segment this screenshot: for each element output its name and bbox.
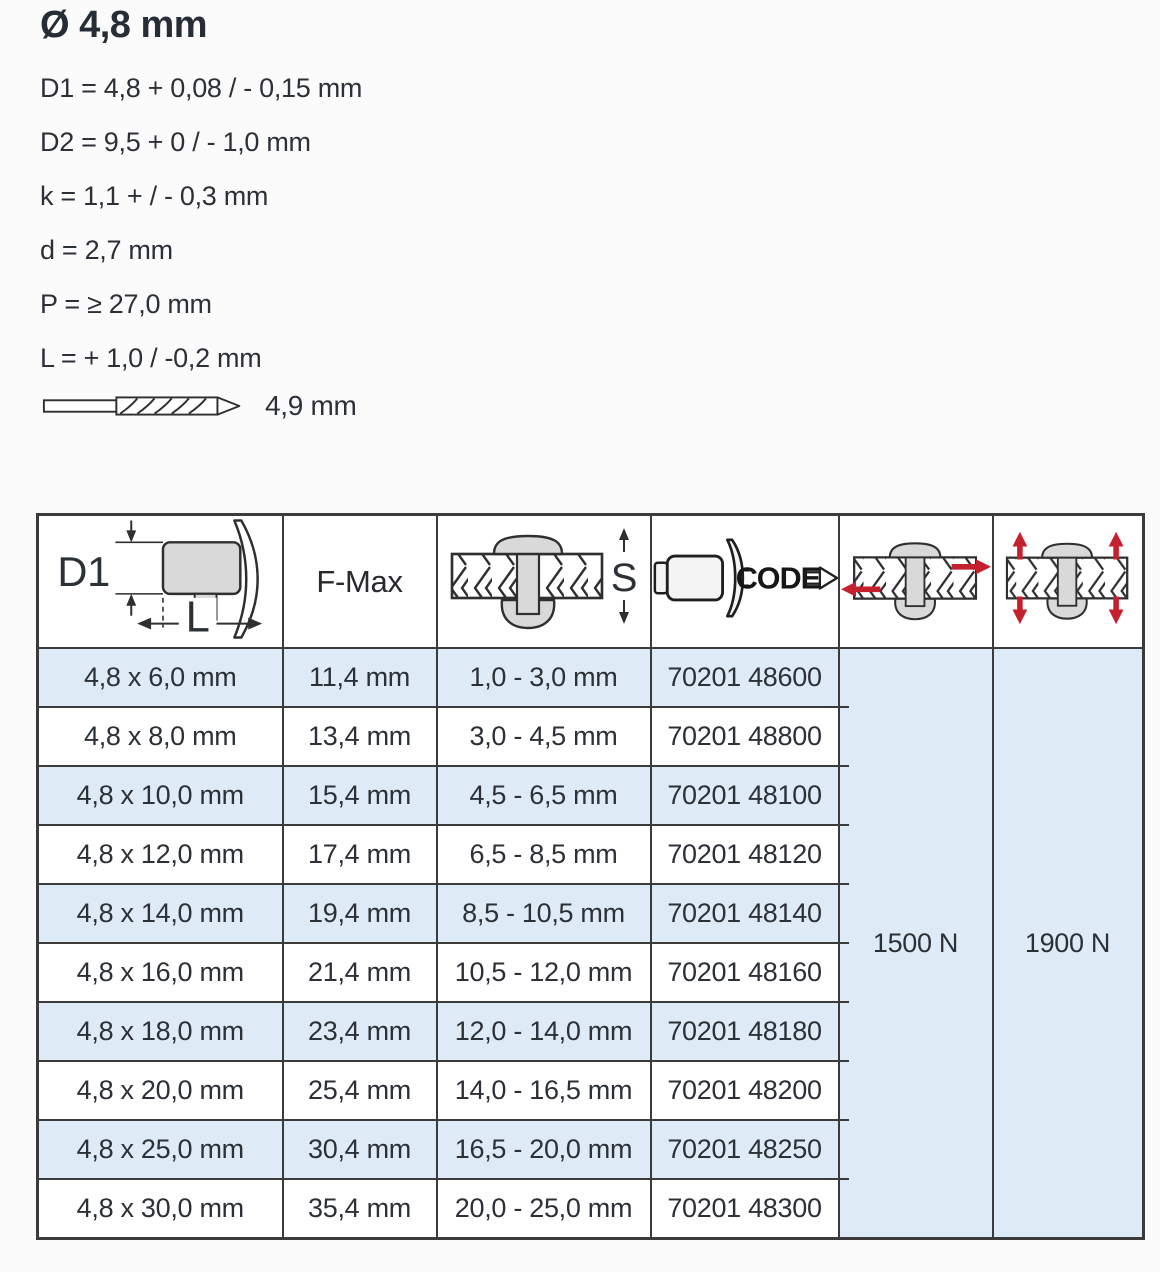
page-title: Ø 4,8 mm: [40, 4, 208, 46]
rivet-code-icon: [652, 532, 838, 624]
rivet-size-cell: 4,8 x 30,0 mm: [38, 1179, 283, 1239]
rivet-dimension-icon: [46, 516, 274, 640]
table-row: [38, 648, 1144, 707]
rivet-size-cell: 4,8 x 16,0 mm: [38, 943, 283, 1002]
article-code-cell: 70201 48100: [651, 766, 839, 825]
dim-d1-label: D1: [57, 547, 111, 595]
grip-range-cell: 14,0 - 16,5 mm: [437, 1061, 651, 1120]
spec-lines: [40, 61, 362, 385]
fmax-label: F-Max: [316, 563, 403, 599]
article-code-cell: 70201 48180: [651, 1002, 839, 1061]
shear-strength-icon: [841, 526, 991, 630]
rivet-size-cell: 4,8 x 18,0 mm: [38, 1002, 283, 1061]
spec-line-d: d = 2,7 mm: [40, 235, 173, 265]
grip-range-cell: 6,5 - 8,5 mm: [437, 825, 651, 884]
grip-range-cell: 16,5 - 20,0 mm: [437, 1120, 651, 1179]
rivet-size-cell: 4,8 x 20,0 mm: [38, 1061, 283, 1120]
spec-header: [40, 4, 362, 385]
article-code-cell: 70201 48140: [651, 884, 839, 943]
rivet-size-cell: 4,8 x 25,0 mm: [38, 1120, 283, 1179]
article-code-cell: 70201 48160: [651, 943, 839, 1002]
col-header-shear: [839, 515, 993, 649]
rivet-size-cell: 4,8 x 6,0 mm: [38, 648, 283, 707]
fmax-cell: 30,4 mm: [283, 1120, 437, 1179]
spec-line-l: L = + 1,0 / -0,2 mm: [40, 343, 262, 373]
col-header-fmax: [283, 515, 437, 649]
spec-line-d2: D2 = 9,5 + 0 / - 1,0 mm: [40, 127, 311, 157]
grip-range-cell: 20,0 - 25,0 mm: [437, 1179, 651, 1239]
installed-rivet-grip-icon: [444, 522, 644, 634]
fmax-cell: 15,4 mm: [283, 766, 437, 825]
tensile-strength-icon: [994, 526, 1142, 630]
fmax-cell: 21,4 mm: [283, 943, 437, 1002]
rivet-size-cell: 4,8 x 8,0 mm: [38, 707, 283, 766]
table-header-row: [38, 515, 1144, 649]
fmax-cell: 35,4 mm: [283, 1179, 437, 1239]
shear-strength-cell: 1500 N: [839, 648, 993, 1239]
col-header-dimensions: [38, 515, 283, 649]
drill-bit-icon: [42, 391, 247, 421]
article-code-cell: 70201 48250: [651, 1120, 839, 1179]
rivet-size-cell: 4,8 x 12,0 mm: [38, 825, 283, 884]
grip-range-cell: 3,0 - 4,5 mm: [437, 707, 651, 766]
rivet-spec-table: [36, 513, 1145, 1240]
fmax-cell: 17,4 mm: [283, 825, 437, 884]
grip-range-cell: 4,5 - 6,5 mm: [437, 766, 651, 825]
col-header-tensile: [993, 515, 1144, 649]
article-code-cell: 70201 48120: [651, 825, 839, 884]
drill-size-row: [42, 390, 357, 422]
grip-range-cell: 8,5 - 10,5 mm: [437, 884, 651, 943]
fmax-cell: 19,4 mm: [283, 884, 437, 943]
col-header-code: [651, 515, 839, 649]
grip-range-cell: 1,0 - 3,0 mm: [437, 648, 651, 707]
col-header-grip: [437, 515, 651, 649]
article-code-cell: 70201 48800: [651, 707, 839, 766]
article-code-cell: 70201 48300: [651, 1179, 839, 1239]
fmax-cell: 13,4 mm: [283, 707, 437, 766]
fmax-cell: 11,4 mm: [283, 648, 437, 707]
spec-line-p: P = ≥ 27,0 mm: [40, 289, 212, 319]
fmax-cell: 25,4 mm: [283, 1061, 437, 1120]
grip-s-label: S: [610, 556, 637, 600]
code-label: CODE: [735, 561, 820, 596]
drill-diameter-label: 4,9 mm: [265, 390, 357, 421]
rivet-size-cell: 4,8 x 10,0 mm: [38, 766, 283, 825]
tensile-strength-cell: 1900 N: [993, 648, 1144, 1239]
rivet-size-cell: 4,8 x 14,0 mm: [38, 884, 283, 943]
grip-range-cell: 10,5 - 12,0 mm: [437, 943, 651, 1002]
fmax-cell: 23,4 mm: [283, 1002, 437, 1061]
article-code-cell: 70201 48600: [651, 648, 839, 707]
grip-range-cell: 12,0 - 14,0 mm: [437, 1002, 651, 1061]
spec-line-k: k = 1,1 + / - 0,3 mm: [40, 181, 269, 211]
spec-line-d1: D1 = 4,8 + 0,08 / - 0,15 mm: [40, 73, 363, 103]
dim-l-label: L: [185, 593, 210, 640]
article-code-cell: 70201 48200: [651, 1061, 839, 1120]
